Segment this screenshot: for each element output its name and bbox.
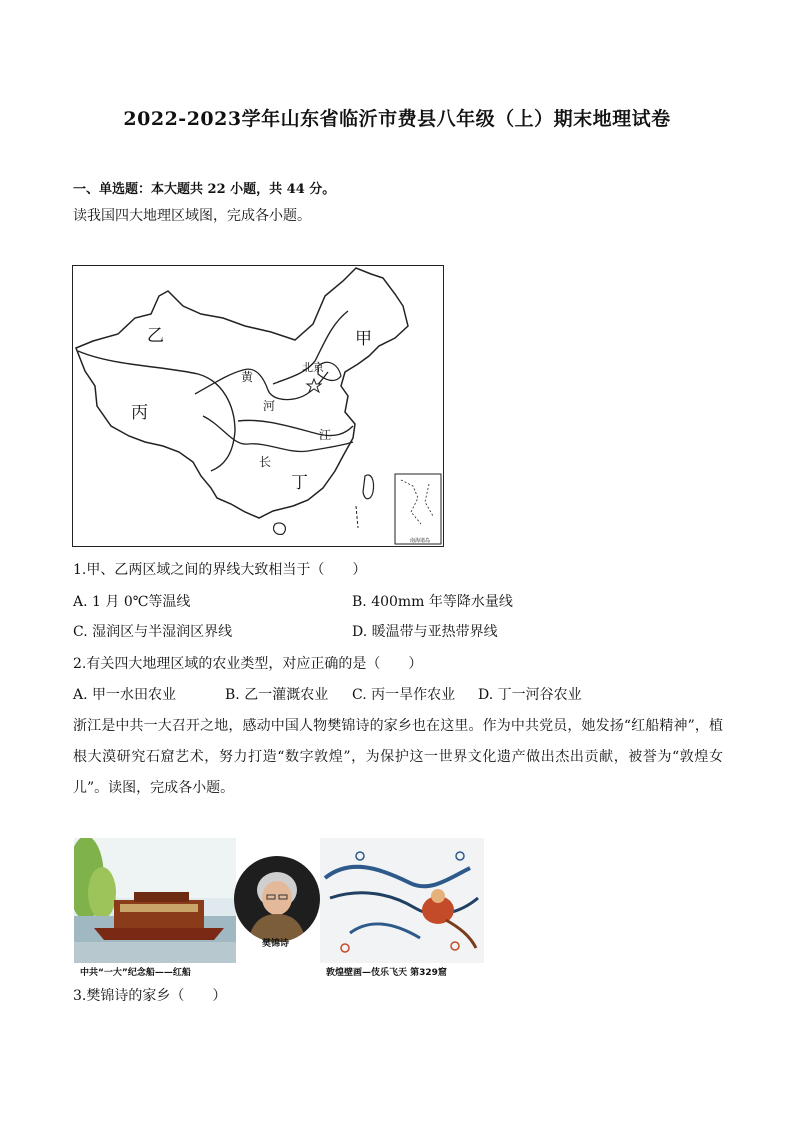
q2-option-c[interactable]: C. 丙一旱作农业 <box>352 687 456 703</box>
taiwan-island <box>363 475 374 499</box>
map-label-bing: 丙 <box>131 403 148 423</box>
q2-option-b[interactable]: B. 乙一灌溉农业 <box>225 687 329 703</box>
map-label-ding: 丁 <box>291 473 308 493</box>
map-label-yi: 乙 <box>147 326 164 346</box>
q3-stem: 3.樊锦诗的家乡（ ） <box>73 988 227 1004</box>
map-label-he: 河 <box>263 399 276 413</box>
south-sea-inset <box>395 474 441 544</box>
hainan-island <box>274 523 286 534</box>
china-regions-map <box>72 265 444 547</box>
map-label-huang: 黄 <box>241 370 254 384</box>
q1-option-d[interactable]: D. 暖温带与亚热带界线 <box>352 624 498 640</box>
inset-label: 南海诸岛 <box>410 538 431 544</box>
dunhuang-mural-image <box>320 838 484 963</box>
dashed-border <box>356 506 358 528</box>
boundary-qinling <box>238 420 353 435</box>
boundary-yi-bing <box>78 351 235 471</box>
china-outline <box>76 268 408 518</box>
section-heading: 一、单选题：本大题共 22 小题，共 44 分。 <box>73 182 336 197</box>
map-label-jia: 甲 <box>355 329 372 349</box>
q2-option-d[interactable]: D. 丁一河谷农业 <box>478 687 582 703</box>
red-boat-photo <box>74 838 236 963</box>
q1-stem: 1.甲、乙两区域之间的界线大致相当于（ ） <box>73 562 367 578</box>
q2-option-a[interactable]: A. 甲一水田农业 <box>73 687 177 703</box>
q1-option-a[interactable]: A. 1 月 0℃等温线 <box>73 594 191 610</box>
page-title: 2022-2023学年山东省临沂市费县八年级（上）期末地理试卷 <box>123 108 671 130</box>
boat-caption: 中共“一大”纪念船——红船 <box>80 968 191 978</box>
q1-option-b[interactable]: B. 400mm 年等降水量线 <box>352 594 513 610</box>
fan-jinshi-portrait <box>234 856 320 942</box>
intro-text: 读我国四大地理区域图，完成各小题。 <box>73 208 311 224</box>
q1-option-c[interactable]: C. 湿润区与半湿润区界线 <box>73 624 233 640</box>
q2-stem: 2.有关四大地理区域的农业类型，对应正确的是（ ） <box>73 656 423 672</box>
portrait-caption: 樊锦诗 <box>262 939 290 949</box>
beijing-star-icon <box>307 379 321 392</box>
map-label-beijing: 北京 <box>302 361 324 374</box>
mural-caption: 敦煌壁画—伎乐飞天 第329窟 <box>326 968 447 978</box>
map-label-chang: 长 <box>259 455 272 469</box>
passage-text: 浙江是中共一大召开之地，感动中国人物樊锦诗的家乡也在这里。作为中共党员，她发扬“红船精神”，植根大漠研究石窟艺术，努力打造“数字敦煌”，为保护这一世界文化遗产做出杰出贡献，被誉为“敦煌女儿”。读图，完成各小题。 <box>73 718 723 796</box>
map-label-jiang: 江 <box>319 428 332 442</box>
